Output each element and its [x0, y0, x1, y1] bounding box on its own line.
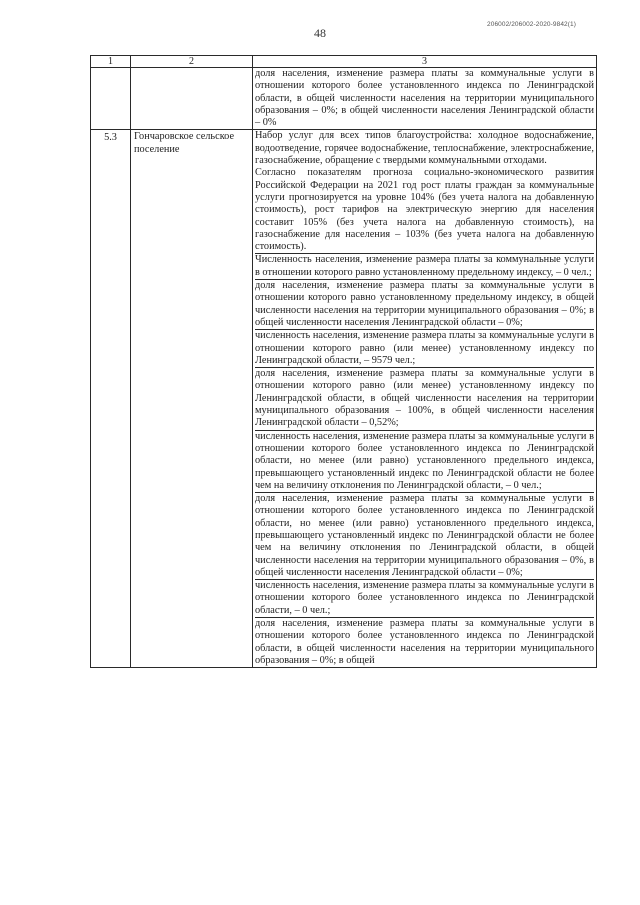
indicator-text: доля населения, изменение размера платы за коммунальные услуги в отношении которого более установленного индекса по Ленинградской области, в общей численности населения на территории муниципального образования – 0%; в общей	[255, 618, 594, 666]
indicator-text: численность населения, изменение размера платы за коммунальные услуги в отношении которого более установленного индекса по Ленинградской области, но менее (или равно) установленного предельного индекса, превышающего установленный индекс по Ленинградской области не более чем на величину отклонения по Ленинградской области, – 0 чел.;	[255, 430, 594, 491]
indicator-block	[255, 254, 594, 280]
indicators-cell	[253, 130, 597, 668]
settlement-name: Гончаровское сельское поселение	[131, 130, 253, 668]
page-number: 48	[314, 26, 326, 40]
indicator-text: численность населения, изменение размера платы за коммунальные услуги в отношении которого равно (или менее) установленному индексу по Ленинградской области, – 9579 чел.;	[255, 330, 594, 366]
indicator-text: численность населения, изменение размера платы за коммунальные услуги в отношении которого более установленного индекса по Ленинградской области, – 0 чел.;	[255, 580, 594, 616]
indicator-block	[255, 618, 594, 667]
continuation-cell-1	[91, 68, 131, 130]
continuation-cell-3	[253, 68, 597, 130]
table-header-row	[91, 56, 597, 68]
indicator-block	[255, 368, 594, 430]
indicator-text: доля населения, изменение размера платы за коммунальные услуги в отношении которого равно (или менее) установленному индексу по Ленинградской области, в общей численности населения на территории муниципального образования – 100%, в общей численности населения Ленинградской области – 0,52%;	[255, 368, 594, 429]
column-header-1: 1	[91, 56, 131, 68]
indicator-block	[255, 330, 594, 368]
services-text: Набор услуг для всех типов благоустройства: холодное водоснабжение, водоотведение, горячее водоснабжение, теплоснабжение, электроснабжение, газоснабжение, обращение с твердыми коммунальными отходами. Согласно показателям прогноза социально-экономического развития Российской Федерации на 2021 год рост платы граждан за коммунальные услуги прогнозируется на уровне 104% (без учета налога на добавленную стоимость), рост тарифов на электрическую энергию для населения составит 105% (без учета налога на добавленную стоимость), на газоснабжение для населения – 103% (без учета налога на добавленную стоимость).	[255, 130, 594, 253]
indicator-block	[255, 580, 594, 618]
continuation-cell-2	[131, 68, 253, 130]
row-number: 5.3	[91, 130, 131, 668]
continuation-row	[91, 68, 597, 130]
indicator-text: Численность населения, изменение размера платы за коммунальные услуги в отношении которого равно установленному предельному индексу, – 0 чел.;	[255, 254, 594, 278]
indicators-table	[90, 55, 597, 668]
table-row	[91, 130, 597, 668]
indicator-block	[255, 493, 594, 580]
services-block	[255, 130, 594, 254]
column-header-2: 2	[131, 56, 253, 68]
indicator-text: доля населения, изменение размера платы за коммунальные услуги в отношении которого более установленного индекса по Ленинградской области, но менее (или равно) установленного предельного индекса, превышающего установленный индекс по Ленинградской области не более чем на величину отклонения по Ленинградской области, в общей численности населения на территории муниципального образования – 0%, в общей численности населения Ленинградской области – 0%;	[255, 493, 594, 578]
document-code: 206002/206002-2020-9842(1)	[487, 21, 576, 28]
indicator-block	[255, 280, 594, 330]
continuation-text: доля населения, изменение размера платы за коммунальные услуги в отношении которого более установленного индекса по Ленинградской области, в общей численности населения на территории муниципального образования – 0%; в общей численности населения Ленинградской области – 0%	[255, 68, 594, 129]
indicator-text: доля населения, изменение размера платы за коммунальные услуги в отношении которого равно установленному предельному индексу, в общей численности населения на территории муниципального образования – 0%; в общей численности населения Ленинградской области – 0%;	[255, 280, 594, 328]
indicator-block	[255, 431, 594, 493]
column-header-3: 3	[253, 56, 597, 68]
